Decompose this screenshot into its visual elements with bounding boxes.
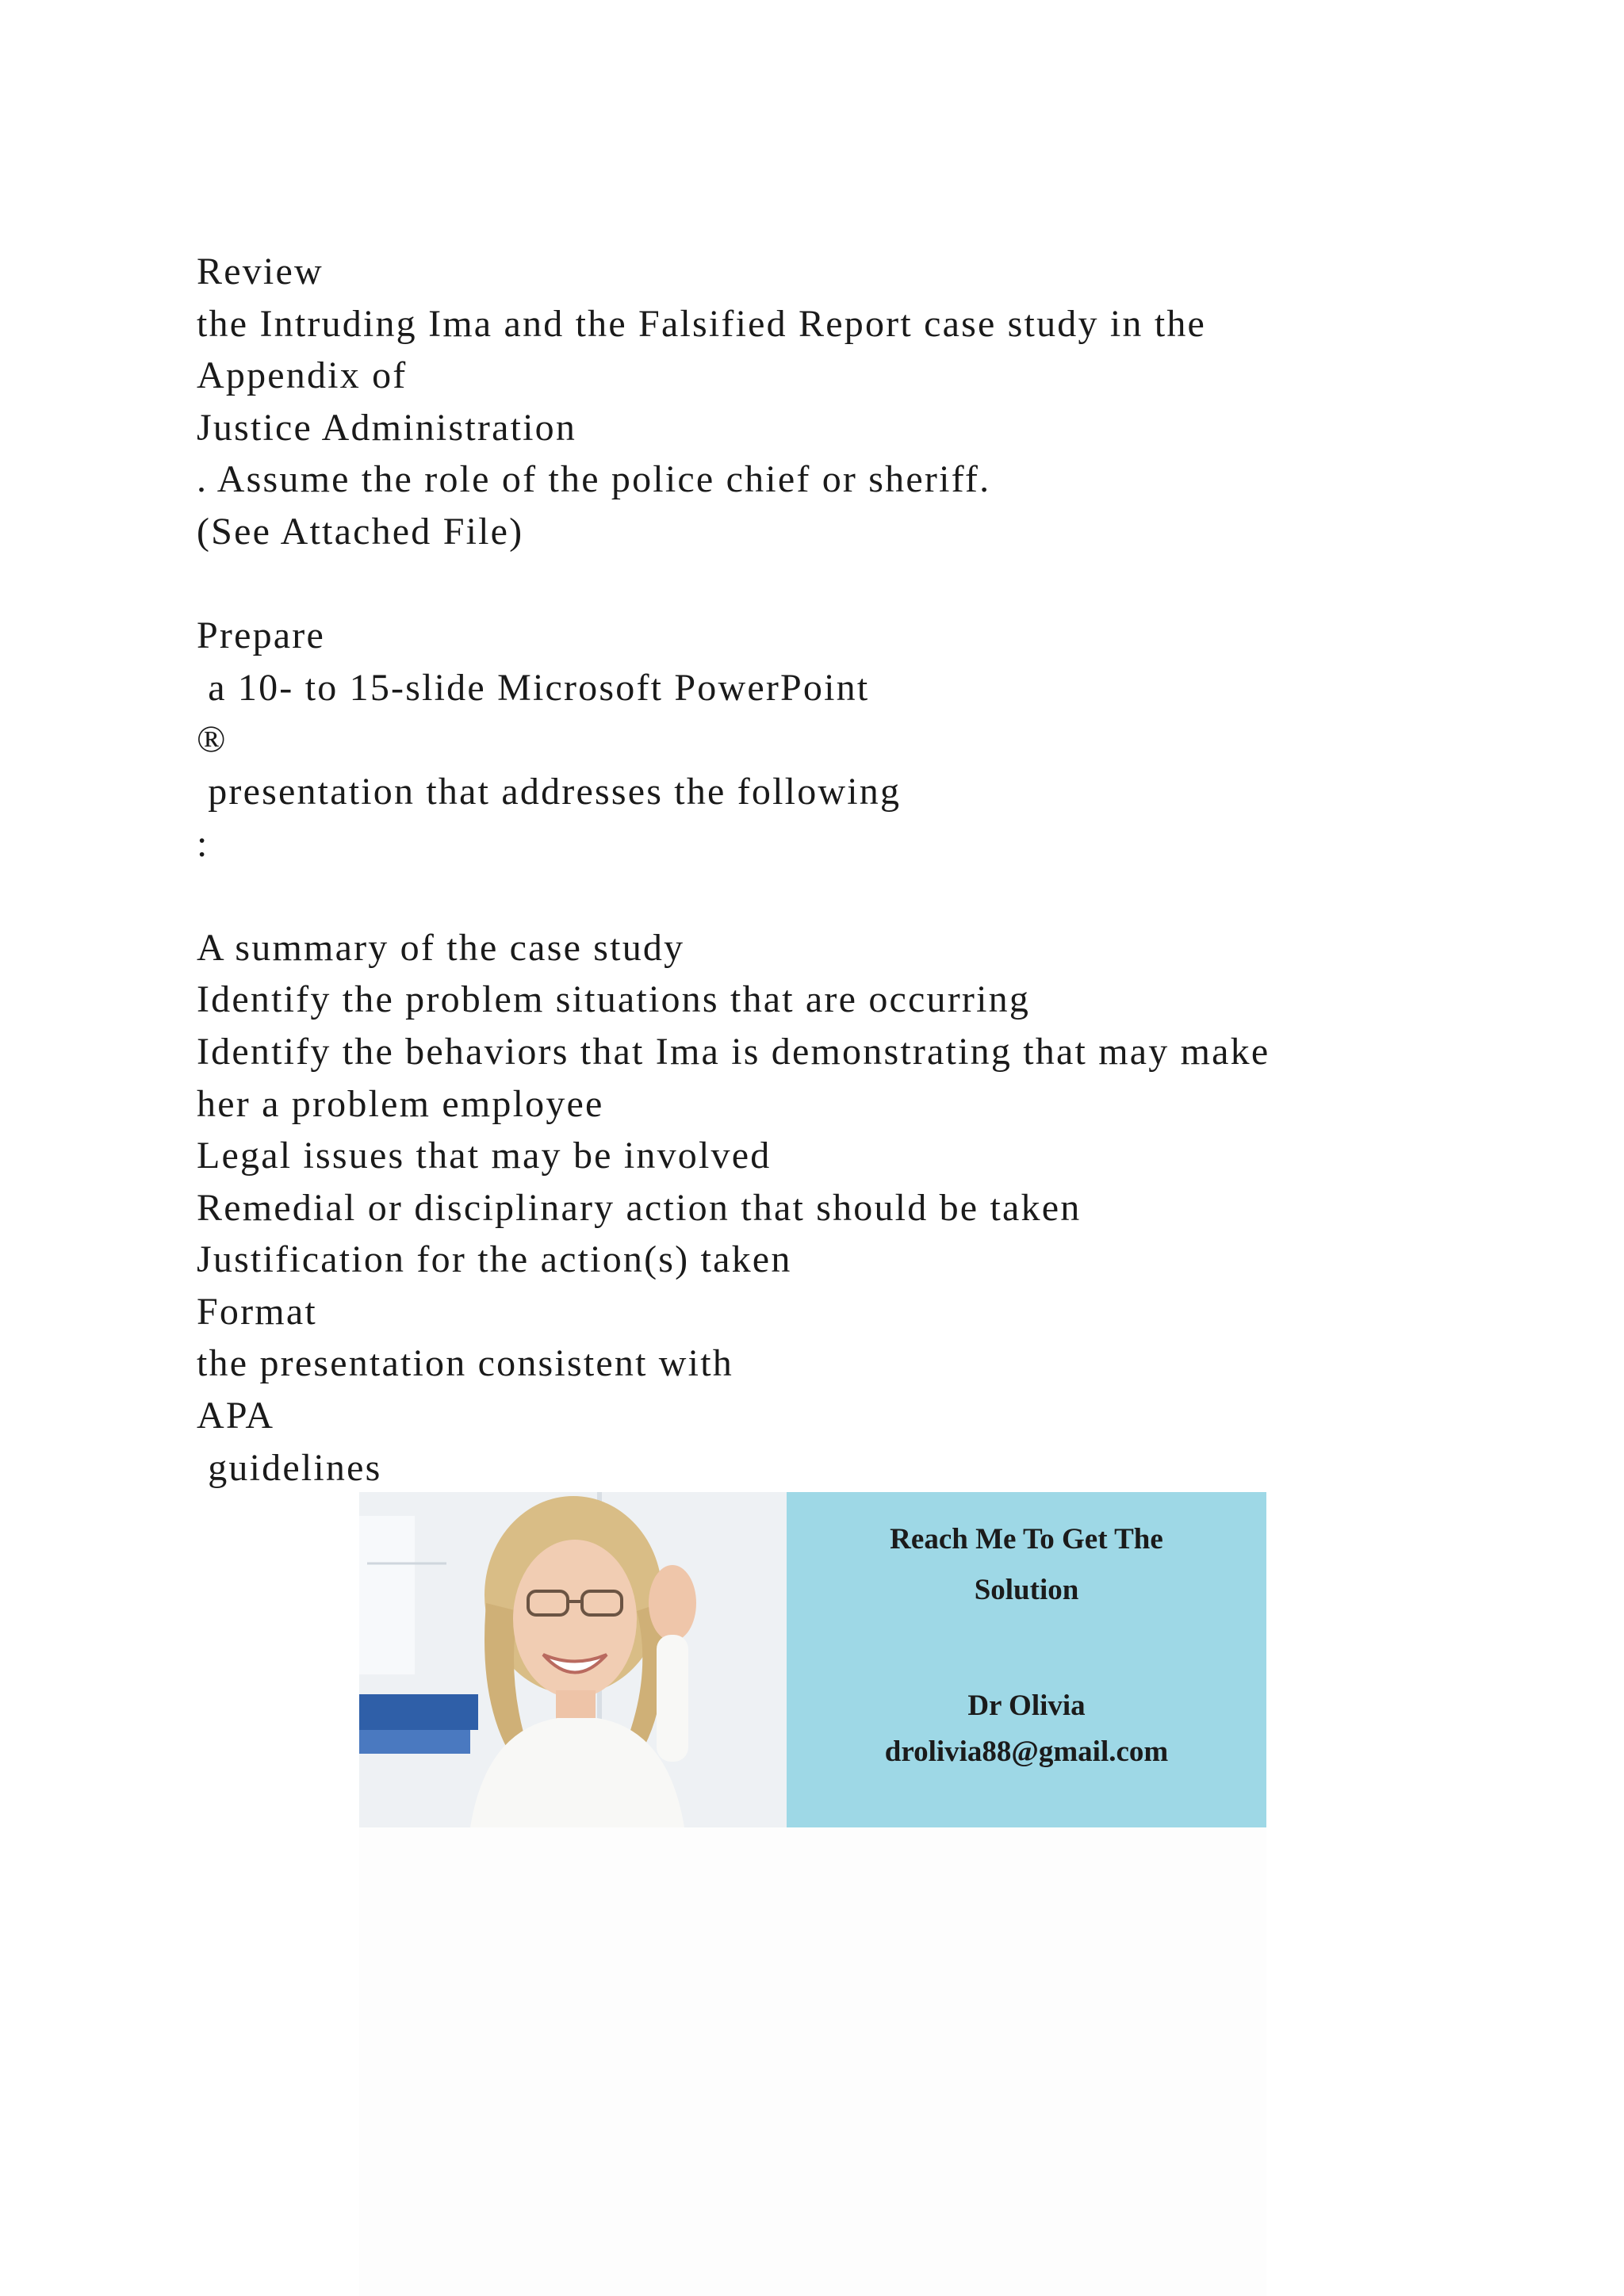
list-item: her a problem employee xyxy=(197,1082,604,1125)
text-line: the presentation consistent with xyxy=(197,1342,733,1385)
text-line: presentation that addresses the following xyxy=(197,770,902,813)
text-line: a 10- to 15-slide Microsoft PowerPoint xyxy=(197,666,870,709)
text-line: the Intruding Ima and the Falsified Report case study in the xyxy=(197,302,1207,345)
list-item: Remedial or disciplinary action that should be taken xyxy=(197,1186,1082,1229)
text-line: guidelines xyxy=(197,1446,382,1489)
text-line: : xyxy=(197,822,209,865)
woman-photo xyxy=(359,1492,787,1827)
text-line: (See Attached File) xyxy=(197,510,524,553)
blank-line xyxy=(197,870,1481,922)
text-line: Prepare xyxy=(197,614,325,657)
text-line: ® xyxy=(197,718,228,761)
text-line: Format xyxy=(197,1290,317,1333)
banner-heading-continued: Solution xyxy=(974,1574,1079,1606)
woman-illustration xyxy=(359,1492,787,1827)
text-line: Justice Administration xyxy=(197,406,577,449)
text-line: Review xyxy=(197,251,324,293)
list-item: Justification for the action(s) taken xyxy=(197,1238,792,1281)
banner-heading: Reach Me To Get The xyxy=(890,1523,1163,1556)
contact-name: Dr Olivia xyxy=(967,1689,1086,1722)
text-line: APA xyxy=(197,1395,275,1437)
list-item: Identify the behaviors that Ima is demonstrating that may make xyxy=(197,1030,1270,1073)
list-item: Identify the problem situations that are occurring xyxy=(197,978,1031,1021)
image-margin xyxy=(359,1827,1266,2296)
contact-email: drolivia88@gmail.com xyxy=(884,1735,1169,1768)
contact-banner xyxy=(359,1492,1266,1827)
blank-line xyxy=(197,558,1481,610)
contact-card xyxy=(787,1492,1266,1827)
text-line: Appendix of xyxy=(197,354,408,397)
document-body xyxy=(197,246,1481,1494)
text-line: . Assume the role of the police chief or sheriff. xyxy=(197,458,991,501)
list-item: Legal issues that may be involved xyxy=(197,1135,772,1177)
list-item: A summary of the case study xyxy=(197,926,685,969)
